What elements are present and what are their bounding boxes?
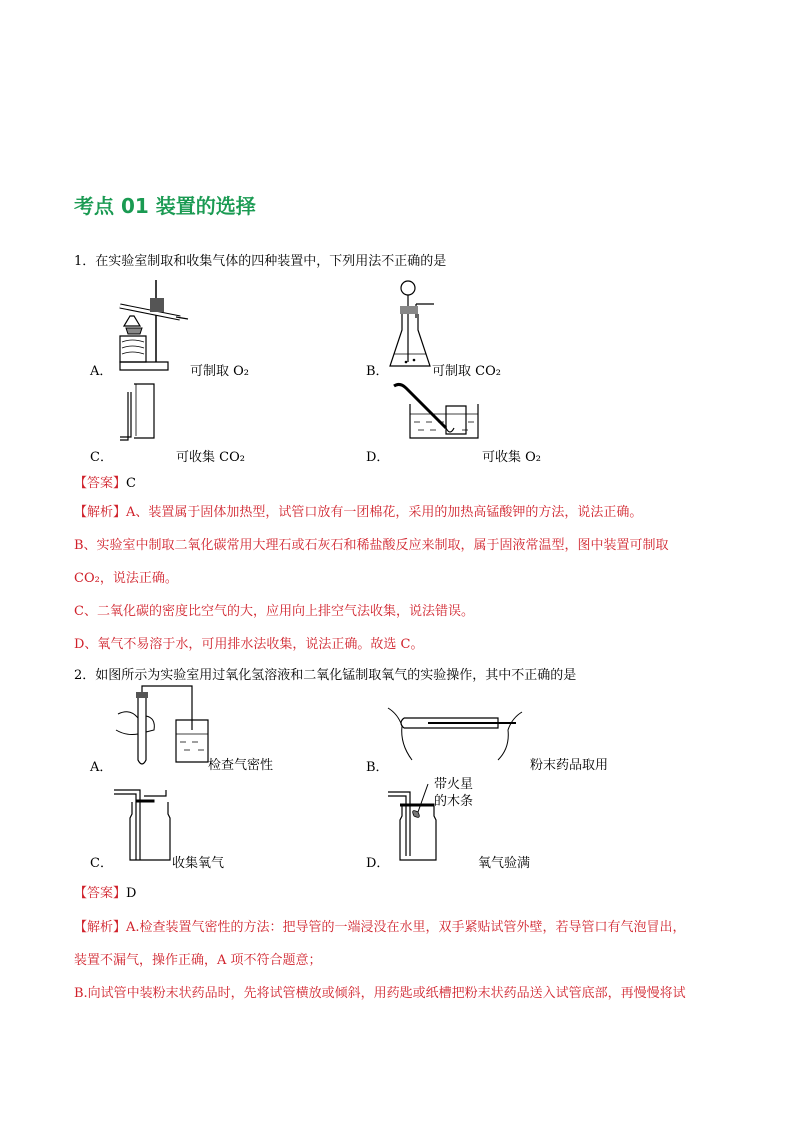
q1-option-c-letter: C． bbox=[90, 450, 113, 465]
q2-option-b-letter: B． bbox=[366, 760, 389, 775]
q2-d-splint-label: 带火星 的木条 bbox=[434, 777, 474, 809]
q2-analysis-line-2: 装置不漏气，操作正确，A 项不符合题意； bbox=[74, 953, 322, 968]
q2-analysis bbox=[74, 918, 734, 1017]
figure-q2-b-powder-loading bbox=[388, 704, 524, 764]
q2-option-c-caption: 收集氧气 bbox=[172, 856, 225, 871]
q1-analysis-line-1: 【解析】A、装置属于固体加热型，试管口放有一团棉花，采用的加热高锰酸钾的方法，说法正确。 bbox=[74, 505, 643, 520]
q2-answer-label: 【答案】 bbox=[74, 886, 127, 901]
question-1-stem: 1．在实验室制取和收集气体的四种装置中，下列用法不正确的是 bbox=[74, 254, 447, 269]
q1-analysis-line-5: D、氧气不易溶于水，可用排水法收集，说法正确。故选 C。 bbox=[74, 637, 424, 652]
q1-option-d-letter: D． bbox=[366, 450, 390, 465]
figure-q2-a-airtightness-check bbox=[110, 690, 210, 770]
figure-q1-c-gas-collection bbox=[118, 382, 158, 444]
q1-analysis-line-4: C、二氧化碳的密度比空气的大，应用向上排空气法收集，说法错误。 bbox=[74, 604, 474, 619]
q1-analysis bbox=[74, 503, 734, 668]
q2-option-b-caption: 粉末药品取用 bbox=[530, 758, 609, 773]
q1-answer-label: 【答案】 bbox=[74, 476, 127, 491]
q1-option-b-letter: B． bbox=[366, 364, 389, 379]
q2-analysis-label: 【解析】 bbox=[74, 920, 127, 935]
figure-q1-d-water-displacement bbox=[390, 382, 482, 444]
q2-option-c-letter: C． bbox=[90, 856, 113, 871]
q1-option-a-caption: 可制取 O₂ bbox=[190, 364, 250, 379]
q2-option-a-caption: 检查气密性 bbox=[208, 758, 274, 773]
q1-option-a-letter: A． bbox=[90, 364, 113, 379]
q1-answer bbox=[74, 472, 136, 491]
q1-answer-value: C bbox=[126, 476, 136, 491]
q2-answer-value: D bbox=[126, 886, 137, 901]
figure-q1-a-heating-apparatus bbox=[110, 278, 190, 374]
q2-analysis-line-1: 【解析】A.检查装置气密性的方法：把导管的一端浸没在水里，双手紧贴试管外壁，若导管口有气泡冒出， bbox=[74, 920, 686, 935]
q1-option-b-caption: 可制取 CO₂ bbox=[432, 364, 501, 379]
q1-option-d-caption: 可收集 O₂ bbox=[482, 450, 542, 465]
q2-answer bbox=[74, 882, 136, 901]
q1-analysis-line-2: B、实验室中制取二氧化碳常用大理石或石灰石和稀盐酸反应来制取，属于固液常温型，图中装置可制取 bbox=[74, 538, 669, 553]
q1-analysis-line-3: CO₂，说法正确。 bbox=[74, 571, 178, 586]
question-2-stem: 2．如图所示为实验室用过氧化氢溶液和二氧化锰制取氧气的实验操作，其中不正确的是 bbox=[74, 668, 577, 683]
q1-analysis-label: 【解析】 bbox=[74, 505, 127, 520]
q2-option-a-letter: A． bbox=[90, 760, 113, 775]
section-title: 考点 01 装置的选择 bbox=[74, 194, 256, 218]
q2-option-d-letter: D． bbox=[366, 856, 390, 871]
q2-option-d-caption: 氧气验满 bbox=[478, 856, 531, 871]
figure-q2-c-oxygen-collection bbox=[114, 786, 174, 866]
q1-option-c-caption: 可收集 CO₂ bbox=[176, 450, 245, 465]
q2-analysis-line-3: B.向试管中装粉末状药品时，先将试管横放或倾斜，用药匙或纸槽把粉末状药品送入试管底部，再慢慢将试 bbox=[74, 986, 686, 1001]
